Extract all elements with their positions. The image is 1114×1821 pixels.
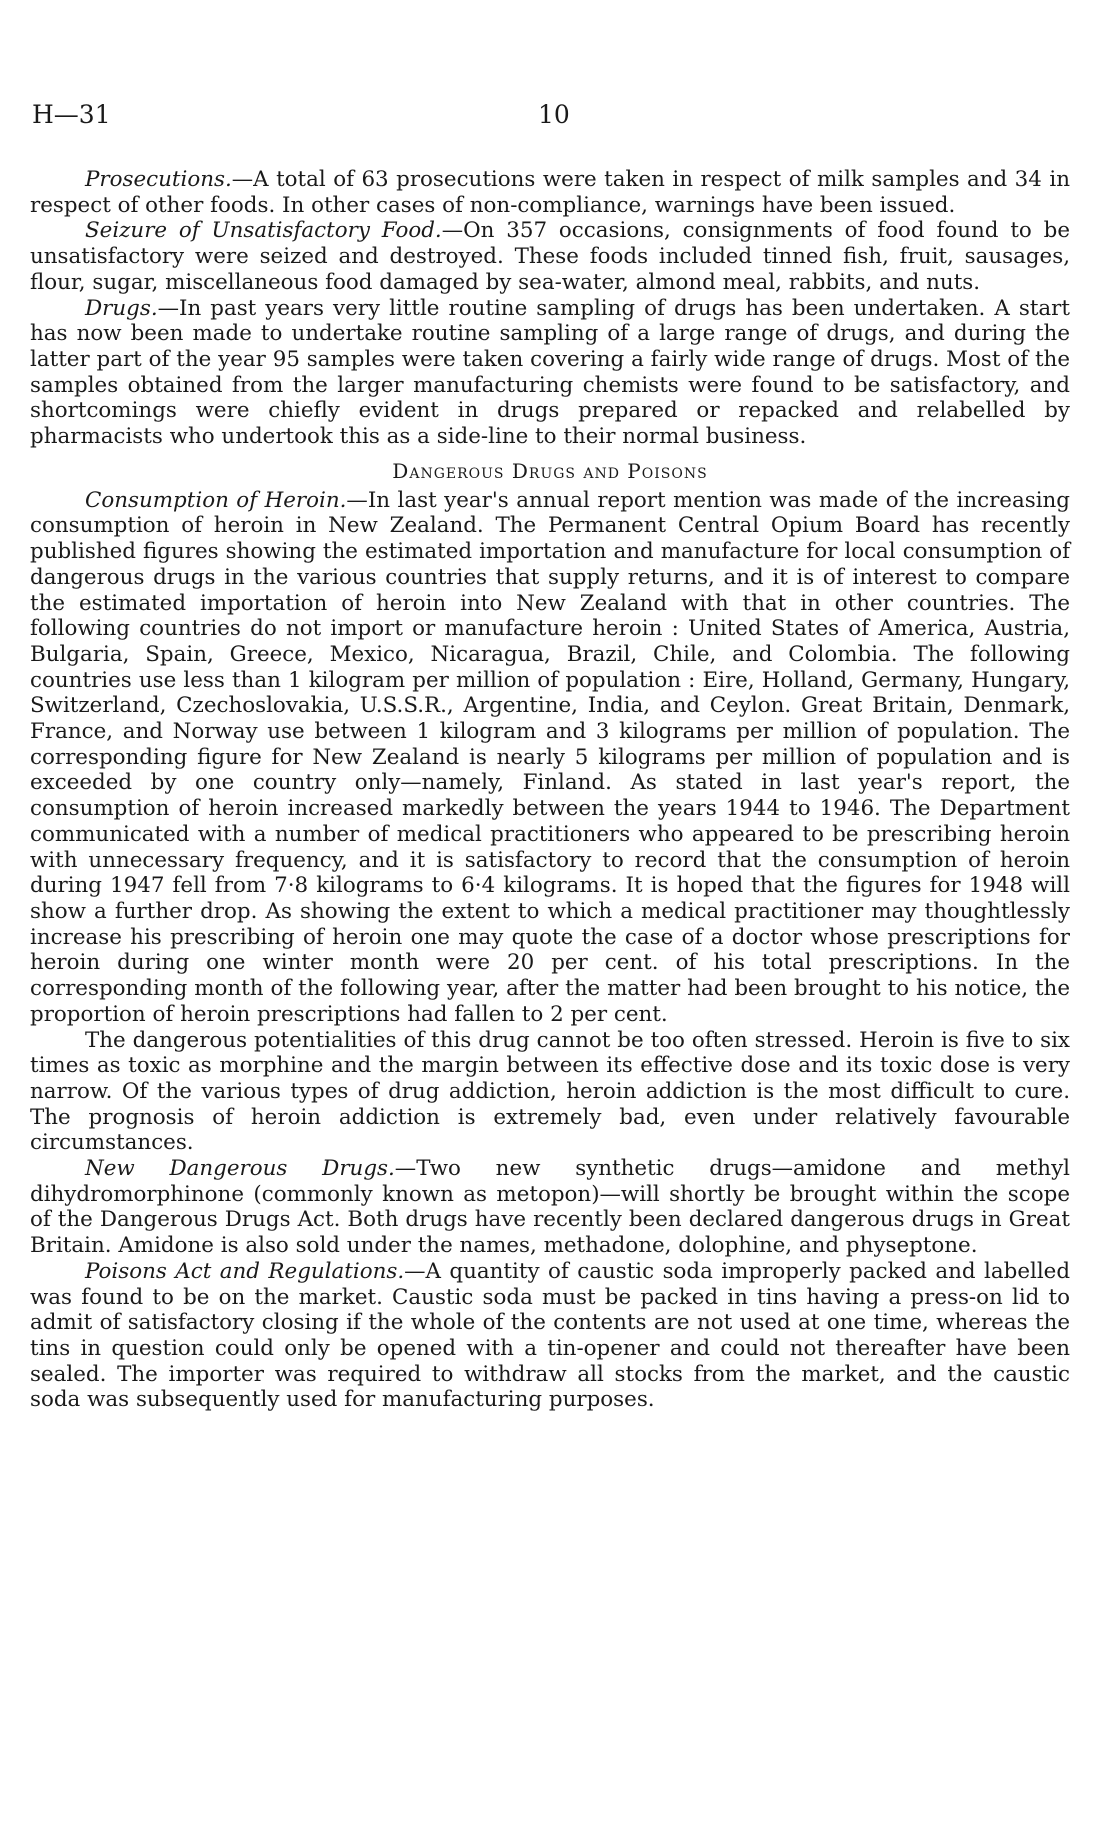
- paragraph-text: —On 357 occasions, consignments of food found to be unsatisfactory were seized and destroyed. These foods included tinned fish, fruit, sausages, flour, sugar, miscellaneous food damaged by sea-water, almond meal, rabbits, and nuts.: [30, 218, 1070, 295]
- document-reference: H—31: [32, 100, 111, 129]
- paragraph-heading: Seizure of Unsatisfactory Food.: [85, 218, 442, 244]
- paragraph-text: —A quantity of caustic soda improperly packed and labelled was found to be on the market. Caustic soda must be packed in tins having a press-on lid to admit of satisfactory closing if the whole of the contents are not used at one time, whereas the tins in question could only be opened with a tin-opener and could not thereafter have been sealed. The importer was required to withdraw all stocks from the market, and the caustic soda was subsequently used for manufacturing purposes.: [30, 1258, 1071, 1413]
- paragraph-dangerous-potentialities: [30, 1028, 1070, 1157]
- paragraph-text: —In last year's annual report mention was made of the increasing consumption of heroin in New Zealand. The Permanent Central Opium Board has recently published figures showing the estimated importation and manufacture for local consumption of dangerous drugs in the various countries that supply returns, and it is of interest to compare the estimated importation of heroin into New Zealand with that in other countries. The following countries do not import or manufacture heroin : United States of America, Austria, Bulgaria, Spain, Greece, Mexico, Nicaragua, Brazil, Chile, and Colombia. The following countries use less than 1 kilogram per million of population : Eire, Holland, Germany, Hungary, Switzerland, Czechoslovakia, U.S.S.R., Argentine, India, and Ceylon. Great Britain, Denmark, France, and Norway use between 1 kilogram and 3 kilograms per million of population. The corresponding figure for New Zealand is nearly 5 kilograms per million of population and is exceeded by one country only—namely, Finland. As stated in last year's report, the consumption of heroin increased markedly between the years 1944 to 1946. The Department communicated with a number of medical practitioners who appeared to be prescribing heroin with unnecessary frequency, and it is satisfactory to record that the consumption of heroin during 1947 fell from 7·8 kilograms to 6·4 kilograms. It is hoped that the figures for 1948 will show a further drop. As showing the extent to which a medical practitioner may thoughtlessly increase his prescribing of heroin one may quote the case of a doctor whose prescriptions for heroin during one winter month were 20 per cent. of his total prescriptions. In the corresponding month of the following year, after the matter had been brought to his notice, the proportion of heroin prescriptions had fallen to 2 per cent.: [30, 487, 1071, 1027]
- paragraph-poisons: [30, 1259, 1070, 1413]
- paragraph-drugs: [30, 296, 1070, 450]
- paragraph-text: —A total of 63 prosecutions were taken in respect of milk samples and 34 in respect of other foods. In other cases of non-compliance, warnings have been issued.: [30, 167, 1070, 218]
- page-header: [30, 100, 1070, 140]
- paragraph-heading: Consumption of Heroin.: [85, 487, 347, 513]
- paragraph-heading: Prosecutions.: [85, 167, 232, 192]
- paragraph-new-drugs: [30, 1156, 1070, 1259]
- document-page: [30, 0, 1070, 1821]
- paragraph-heading: Drugs.: [85, 295, 158, 321]
- page-number: 10: [538, 100, 570, 129]
- body-text: [30, 167, 1070, 1413]
- paragraph-heroin: [30, 488, 1070, 1028]
- paragraph-text: The dangerous potentialities of this drug cannot be too often stressed. Heroin is five to six times as toxic as morphine and the margin between its effective dose and its toxic dose is very narrow. Of the various types of drug addiction, heroin addiction is the most difficult to cure. The prognosis of heroin addiction is extremely bad, even under relatively favourable circumstances.: [30, 1027, 1070, 1156]
- section-heading: Dangerous Drugs and Poisons: [392, 458, 708, 483]
- paragraph-prosecutions: [30, 167, 1070, 218]
- paragraph-seizure: [30, 218, 1070, 295]
- paragraph-text: —In past years very little routine sampling of drugs has been undertaken. A start has now been made to undertake routine sampling of a large range of drugs, and during the latter part of the year 95 samples were taken covering a fairly wide range of drugs. Most of the samples obtained from the larger manufacturing chemists were found to be satisfactory, and shortcomings were chiefly evident in drugs prepared or repacked and relabelled by pharmacists who undertook this as a side-line to their normal business.: [30, 295, 1070, 450]
- paragraph-text: —Two new synthetic drugs—amidone and methyl dihydromorphinone (commonly known as metopon)—will shortly be brought within the scope of the Dangerous Drugs Act. Both drugs have recently been declared dangerous drugs in Great Britain. Amidone is also sold under the names, methadone, dolophine, and physeptone.: [30, 1156, 1071, 1259]
- paragraph-heading: New Dangerous Drugs.: [85, 1156, 395, 1182]
- paragraph-heading: Poisons Act and Regulations.: [85, 1258, 405, 1284]
